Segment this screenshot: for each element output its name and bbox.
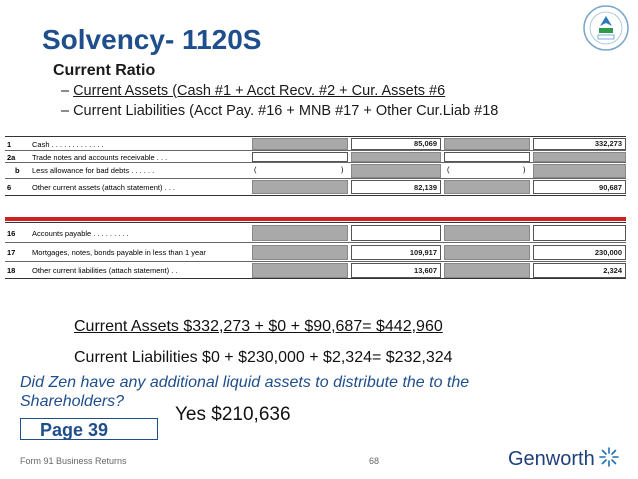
brand-logo-text: Genworth xyxy=(508,448,595,470)
line-number: b xyxy=(15,166,20,175)
gray-cell xyxy=(252,263,348,278)
liabilities-form-excerpt xyxy=(5,222,626,279)
line-label: Cash . . . . . . . . . . . . . xyxy=(32,140,104,149)
line-number: 6 xyxy=(7,183,12,192)
form-row-accounts-payable xyxy=(5,223,626,243)
value-cell: 332,273 xyxy=(533,138,626,150)
gray-cell xyxy=(351,164,441,178)
line-number: 18 xyxy=(7,266,16,275)
value-cell: 230,000 xyxy=(533,245,626,260)
line-label: Other current liabilities (attach statement) . . xyxy=(32,266,178,275)
paren-open: ( xyxy=(447,165,450,174)
line-label: Accounts payable . . . . . . . . . xyxy=(32,229,129,238)
bullet-dash: – xyxy=(61,103,70,119)
divider-line xyxy=(5,217,626,221)
paren-close: ) xyxy=(523,165,526,174)
form-row-receivables xyxy=(5,151,626,163)
value-cell: 2,324 xyxy=(533,263,626,278)
page-reference: Page 39 xyxy=(40,420,109,440)
line-label: Trade notes and accounts receivable . . . xyxy=(32,153,168,162)
value-cell xyxy=(533,225,626,241)
genworth-logo-icon xyxy=(598,446,620,468)
gray-cell xyxy=(444,138,530,150)
value-cell: 82,139 xyxy=(351,180,441,194)
line-label: Mortgages, notes, bonds payable in less than 1 year xyxy=(32,248,206,257)
page-reference-box xyxy=(20,418,158,440)
line-label: Other current assets (attach statement) . . . xyxy=(32,183,175,192)
value-cell: 85,069 xyxy=(351,138,441,150)
value-cell: 13,607 xyxy=(351,263,441,278)
form-row-mortgages-notes xyxy=(5,243,626,262)
gray-cell xyxy=(533,152,626,162)
paren-open: ( xyxy=(254,165,257,174)
slide-title: Solvency- 1120S xyxy=(42,24,262,55)
section-heading: Current Ratio xyxy=(53,62,156,79)
bullet-text: Current Assets (Cash #1 + Acct Recv. #2 + Cur. Assets #6 xyxy=(73,83,446,99)
preferred-partner-badge-icon xyxy=(582,4,630,52)
answer-text: Yes $210,636 xyxy=(175,404,291,425)
footer-page-number: 68 xyxy=(369,456,380,466)
line-number: 2a xyxy=(7,153,16,162)
gray-cell xyxy=(533,164,626,178)
gray-cell xyxy=(444,263,530,278)
gray-cell xyxy=(252,138,348,150)
gray-cell xyxy=(252,180,348,194)
bullet-text: Current Liabilities (Acct Pay. #16 + MNB #17 + Other Cur.Liab #18 xyxy=(73,103,499,119)
form-row-cash xyxy=(5,137,626,151)
question-text: Did Zen have any additional liquid assets to distribute the to the Shareholders? xyxy=(20,374,470,410)
assets-form-excerpt xyxy=(5,136,626,196)
line-number: 16 xyxy=(7,229,16,238)
bullet-current-liabilities xyxy=(61,103,498,119)
current-assets-calculation: Current Assets $332,273 + $0 + $90,687= $442,960 xyxy=(74,318,443,335)
value-cell: 109,917 xyxy=(351,245,441,260)
bullet-dash: – xyxy=(61,83,70,99)
form-row-other-current-assets xyxy=(5,179,626,195)
value-cell xyxy=(252,152,348,162)
gray-cell xyxy=(252,225,348,241)
value-cell xyxy=(351,225,441,241)
gray-cell xyxy=(252,245,348,260)
gray-cell xyxy=(351,152,441,162)
line-number: 1 xyxy=(7,140,12,149)
paren-close: ) xyxy=(341,165,344,174)
form-row-other-current-liabilities xyxy=(5,262,626,279)
gray-cell xyxy=(444,225,530,241)
bullet-current-assets xyxy=(61,83,445,99)
gray-cell xyxy=(444,245,530,260)
gray-cell xyxy=(444,180,530,194)
footer-course-title: Form 91 Business Returns xyxy=(20,456,127,466)
line-label: Less allowance for bad debts . . . . . . xyxy=(32,166,155,175)
form-row-bad-debts xyxy=(5,163,626,179)
value-cell: 90,687 xyxy=(533,180,626,194)
value-cell xyxy=(444,152,530,162)
line-number: 17 xyxy=(7,248,16,257)
current-liabilities-calculation: Current Liabilities $0 + $230,000 + $2,324= $232,324 xyxy=(74,349,453,366)
